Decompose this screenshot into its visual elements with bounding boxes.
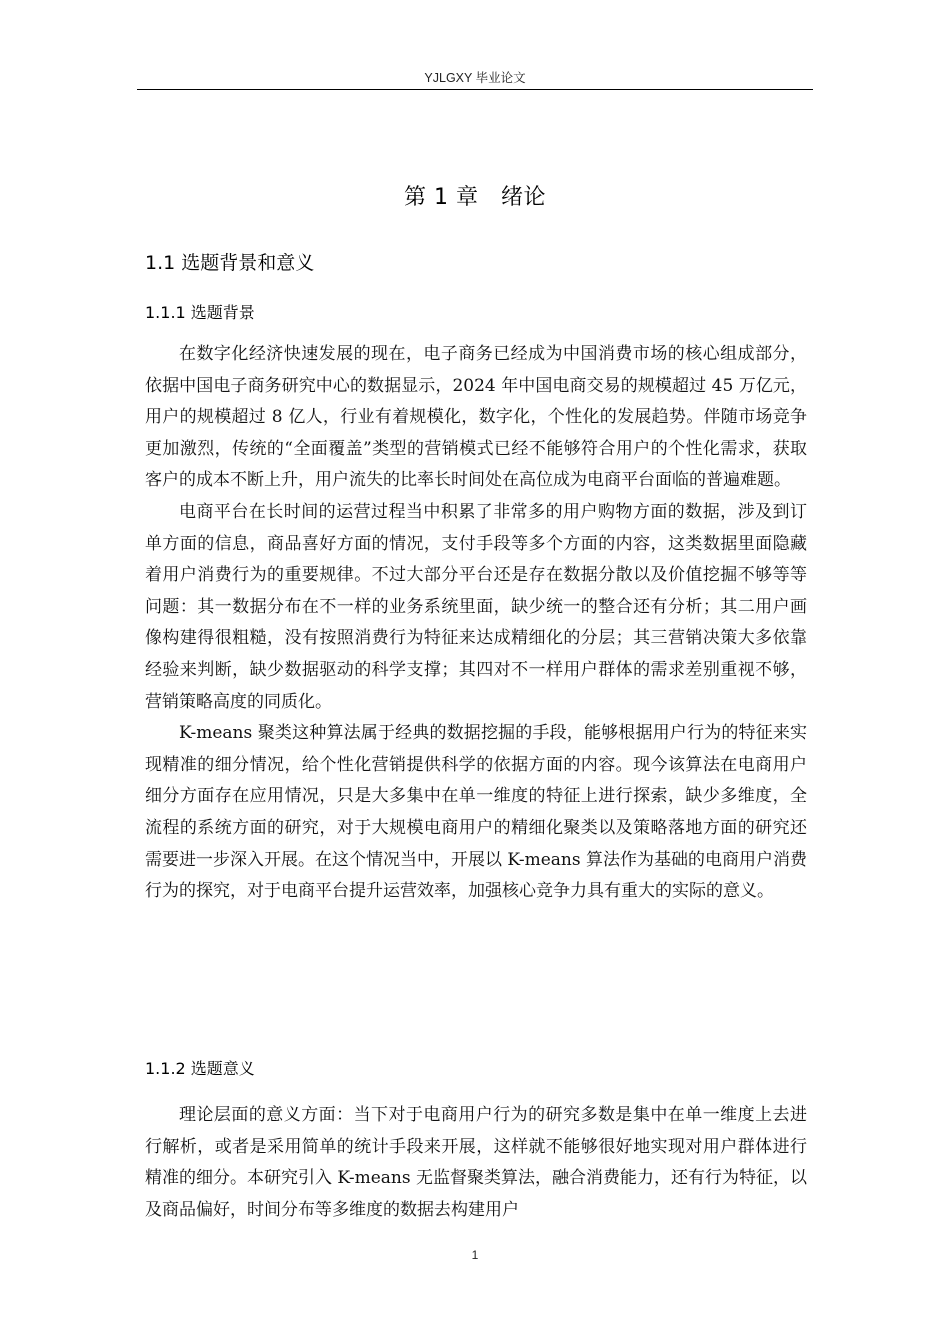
chapter-title: 第 1 章 绪论: [404, 185, 546, 210]
running-header: YJLGXY 毕业论文: [424, 71, 526, 85]
page-number: 1: [471, 1248, 479, 1262]
paragraph: 理论层面的意义方面：当下对于电商用户行为的研究多数是集中在单一维度上去进行解析，或者是采用简单的统计手段来开展，这样就不能够很好地实现对用户群体进行精准的细分。本研究引入 K-means 无监督聚类算法，融合消费能力，还有行为特征，以及商品偏好，时间分布等多维度的数据去构建用户: [145, 1105, 808, 1220]
significance-body: [145, 1100, 807, 1226]
section-heading: 1.1 选题背景和意义: [145, 252, 315, 274]
subsection-heading-background: 1.1.1 选题背景: [145, 303, 255, 322]
paragraph: 电商平台在长时间的运营过程当中积累了非常多的用户购物方面的数据，涉及到订单方面的信息，商品喜好方面的情况，支付手段等多个方面的内容，这类数据里面隐藏着用户消费行为的重要规律。不过大部分平台还是存在数据分散以及价值挖掘不够等等问题：其一数据分布在不一样的业务系统里面，缺少统一的整合还有分析；其二用户画像构建得很粗糙，没有按照消费行为特征来达成精细化的分层；其三营销决策大多依靠经验来判断，缺少数据驱动的科学支撑；其四对不一样用户群体的需求差别重视不够，营销策略高度的同质化。: [145, 501, 807, 712]
paragraph: K-means 聚类这种算法属于经典的数据挖掘的手段，能够根据用户行为的特征来实现精准的细分情况，给个性化营销提供科学的依据方面的内容。现今该算法在电商用户细分方面存在应用情况，只是大多集中在单一维度的特征上进行探索，缺少多维度，全流程的系统方面的研究，对于大规模电商用户的精细化聚类以及策略落地方面的研究还需要进一步深入开展。在这个情况当中，开展以 K-means 算法作为基础的电商用户消费行为的探究，对于电商平台提升运营效率，加强核心竞争力具有重大的实际的意义。: [145, 723, 808, 902]
subsection-heading-significance: 1.1.2 选题意义: [145, 1059, 255, 1078]
header-divider: [137, 89, 813, 90]
paragraph: 在数字化经济快速发展的现在，电子商务已经成为中国消费市场的核心组成部分，依据中国电子商务研究中心的数据显示，2024 年中国电商交易的规模超过 45 万亿元，用户的规模超过 8 亿人，行业有着规模化，数字化，个性化的发展趋势。伴随市场竞争更加激烈，传统的“全面覆盖”类型的营销模式已经不能够符合用户的个性化需求，获取客户的成本不断上升，用户流失的比率长时间处在高位成为电商平台面临的普遍难题。: [145, 344, 807, 491]
background-body: [145, 339, 807, 908]
